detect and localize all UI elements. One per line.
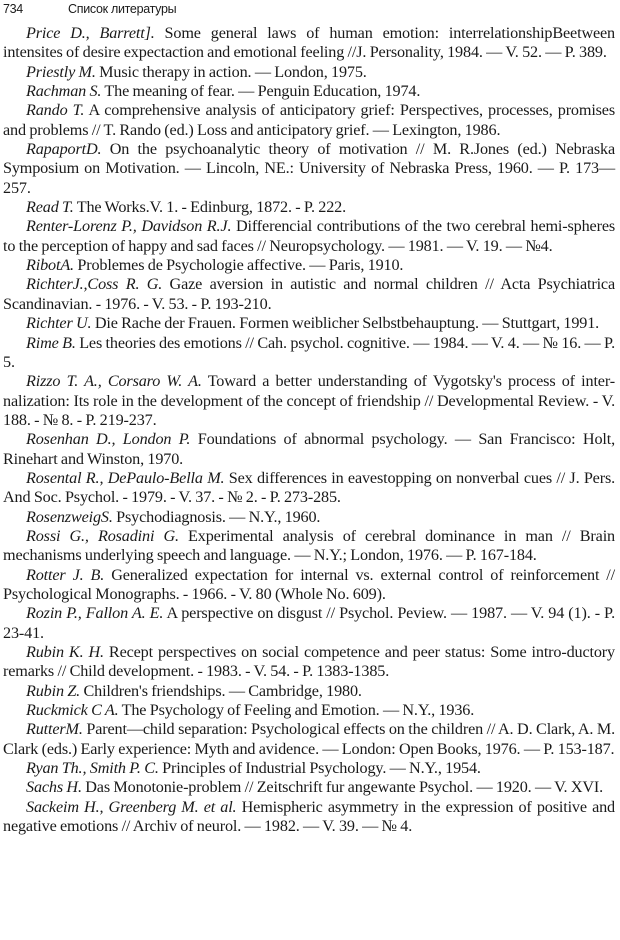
bibliography-entry — [3, 682, 615, 701]
bibliography-entry — [3, 527, 615, 566]
bibliography-entry — [3, 798, 615, 837]
bibliography-entry — [3, 566, 615, 605]
bibliography-entry — [3, 469, 615, 508]
entry-author: Ryan Th., Smith P. C. — [26, 759, 159, 778]
entry-author: Rime B. — [26, 333, 76, 352]
entry-author: Rando T. — [26, 101, 85, 120]
entry-text: Gaze aversion in autistic and normal children // Acta Psychiatrica Scandinavian. - 1976. - V. 53. - P. 193-210. — [3, 275, 615, 313]
bibliography-entry — [3, 101, 615, 140]
entry-text: Die Rache der Frauen. Formen weiblicher Selbstbehauptung. — Stuttgart, 1991. — [91, 314, 600, 333]
entry-author: Sackeim H., Greenberg M. et al. — [26, 797, 237, 816]
entry-text: The meaning of fear. — Penguin Education, 1974. — [101, 82, 421, 101]
entry-text: Music therapy in action. — London, 1975. — [95, 62, 367, 81]
running-head — [3, 1, 620, 17]
entry-text: Differencial contributions of the two cerebral hemi-spheres to the perception of happy and sad faces // Neuropsychology. — 1981. — V. 19. — №4. — [3, 217, 616, 255]
bibliography-entry — [3, 643, 615, 682]
entry-author: RutterM. — [26, 720, 83, 739]
entry-author: Sachs H. — [26, 778, 82, 797]
entry-text: Recept perspectives on social competence and peer status: Some intro-ductory remarks // Child development. - 1983. - V. 54. - P. 1383-1385. — [3, 643, 615, 681]
entry-text: On the psychoanalytic theory of motivation // M. R.Jones (ed.) Nebraska Symposium on Motivation. — Lincoln, NE.: University of Nebraska Press, 1960. — P. 173—257. — [3, 140, 615, 197]
entry-author: Richter U. — [26, 314, 92, 333]
entry-author: Rosenhan D., London P. — [26, 430, 191, 449]
section-title: Список литературы — [68, 2, 177, 16]
entry-text: Parent—child separation: Psychological effects on the children // A. D. Clark, A. M. Clark (eds.) Early experience: Myth and avidence. — London: Open Books, 1976. — P. 153-187. — [3, 720, 615, 758]
page-number: 734 — [3, 2, 23, 16]
entry-text: Children's friendships. — Cambridge, 1980. — [80, 681, 362, 700]
entry-author: RapaportD. — [26, 140, 102, 159]
entry-text: Das Monotonie-problem // Zeitschrift fur angewante Psychol. — 1920. — V. XVI. — [81, 778, 604, 797]
bibliography-entry — [3, 508, 615, 527]
entry-text: A comprehensive analysis of anticipatory grief: Perspectives, processes, promises and problems // T. Rando (ed.) Loss and anticipatory grief. — Lexington, 1986. — [3, 101, 615, 139]
bibliography-entry — [3, 217, 615, 256]
entry-text: Foundations of abnormal psychology. — San Francisco: Holt, Rinehart and Winston, 1970. — [3, 430, 615, 468]
bibliography-entry — [3, 256, 615, 275]
bibliography-entry — [3, 63, 615, 82]
bibliography-entry — [3, 778, 615, 797]
entry-author: Rossi G., Rosadini G. — [26, 526, 179, 545]
entry-author: Rosental R., DePaulo-Bella M. — [26, 468, 225, 487]
entry-author: Price D., Barrett]. — [26, 24, 155, 42]
entry-text: Hemispheric asymmetry in the expression of positive and negative emotions // Archiv of neurol. — 1982. — V. 39. — № 4. — [3, 797, 616, 836]
entry-author: Renter-Lorenz P., Davidson R.J. — [26, 217, 232, 236]
entry-text: Toward a better understanding of Vygotsky's process of inter-nalization: Its role in the development of the concept of friendship // Developmental Review. - V. 188. - № 8. - P. 219-237. — [3, 372, 615, 429]
entry-author: RibotA. — [26, 256, 74, 275]
bibliography-entry — [3, 334, 615, 373]
entry-text: Sex differences in eavestopping on nonverbal cues // J. Pers. And Soc. Psychol. - 1979. - V. 37. - № 2. - P. 273-285. — [3, 468, 615, 507]
entry-author: Read T. — [26, 198, 74, 217]
bibliography-entry — [3, 198, 615, 217]
entry-author: RichterJ.,Coss R. G. — [26, 275, 163, 294]
entry-text: The Psychology of Feeling and Emotion. — N.Y., 1936. — [118, 701, 475, 720]
bibliography-list — [3, 24, 615, 836]
entry-author: Ruckmick C A. — [26, 701, 119, 720]
bibliography-entry — [3, 701, 615, 720]
bibliography-entry — [3, 759, 615, 778]
bibliography-entry — [3, 275, 615, 314]
entry-text: Experimental analysis of cerebral dominance in man // Brain mechanisms underlying speech and language. — N.Y.; London, 1976. — P. 167-184. — [3, 526, 615, 565]
entry-text: Generalized expectation for internal vs. external control of reinforcement // Psychological Monographs. - 1966. - V. 80 (Whole No. 609). — [3, 565, 616, 603]
bibliography-entry — [3, 604, 615, 643]
entry-text: The Works.V. 1. - Edinburg, 1872. - P. 222. — [73, 198, 346, 217]
entry-text: Problemes de Psychologie affective. — Paris, 1910. — [73, 256, 404, 275]
entry-text: Psychodiagnosis. — N.Y., 1960. — [112, 507, 321, 526]
entry-text: Principles of Industrial Psychology. — N.Y., 1954. — [158, 759, 481, 778]
entry-author: Rachman S. — [26, 82, 102, 101]
bibliography-entry — [3, 82, 615, 101]
bibliography-entry — [3, 430, 615, 469]
entry-author: RosenzweigS. — [26, 507, 113, 526]
entry-author: Rubin Z. — [26, 681, 81, 700]
entry-text: Les theories des emotions // Cah. psychol. cognitive. — 1984. — V. 4. — № 16. — P. 5. — [3, 333, 615, 371]
entry-author: Rozin P., Fallon A. E. — [26, 604, 164, 623]
bibliography-entry — [3, 314, 615, 333]
entry-author: Rizzo T. A., Corsaro W. A. — [26, 372, 202, 391]
bibliography-entry — [3, 720, 615, 759]
bibliography-entry — [3, 24, 615, 63]
bibliography-entry — [3, 372, 615, 430]
bibliography-entry — [3, 140, 615, 198]
entry-text: A perspective on disgust // Psychol. Peview. — 1987. — V. 94 (1). - P. 23-41. — [3, 604, 615, 642]
entry-author: Rotter J. B. — [26, 565, 105, 584]
entry-text: Some general laws of human emotion: interrelationshipBeetween intensites of desire expectaction and emotional feeling //J. Personality, 1984. — V. 52. — P. 389. — [3, 24, 615, 62]
entry-author: Priestly M. — [26, 62, 96, 81]
entry-author: Rubin K. H. — [26, 643, 104, 661]
